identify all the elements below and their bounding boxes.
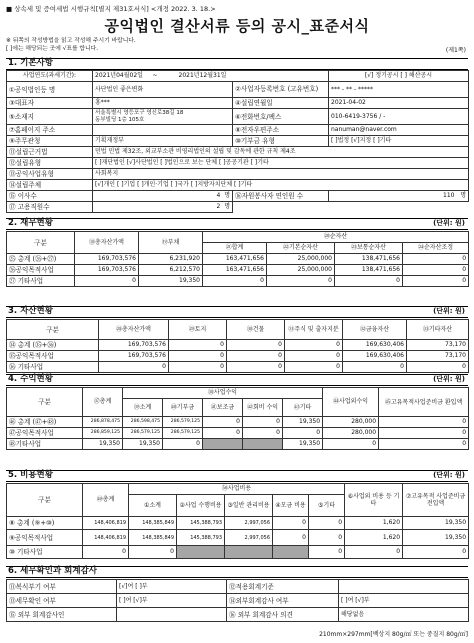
note-line: [ ]에는 해당되는 곳에 √표를 합니다. <box>6 46 99 52</box>
col-header: ④모금 비용 <box>273 495 309 517</box>
founding-law-value[interactable]: 민법 민법 제32조, 외교부소관 비영리법인의 설립 및 감독에 관한 규칙 제4조 <box>93 147 469 158</box>
section-basic <box>6 58 468 70</box>
donation-type-checkbox[interactable]: [ ]법정 [√]지정 [ ]기타 <box>329 136 469 147</box>
finance-table <box>6 231 469 287</box>
field-label: ⑬세무확인 여부 <box>7 594 117 608</box>
table-row: ⑩ 기타사업 0 0 0 0 0 <box>7 546 469 559</box>
table-row: ⑧ 총계 (⑨+⑩) 148,406,819 148,385,849 145,388,793 2,997,056 0 0 1,620 19,350 <box>7 517 469 530</box>
section-title: 3. 자산현황 <box>8 306 53 316</box>
address-value[interactable]: 서울특별시 영등포구 영신로38길 18 동부빌딩 1층 105호 <box>93 109 233 125</box>
audit-opinion-value[interactable]: 해당없음 <box>339 608 469 622</box>
col-header: ⑦고유목적 사업준비금전입액 <box>403 484 469 517</box>
field-label: ③대표자 <box>7 98 93 109</box>
field-label: ⑦홈페이지 주소 <box>7 125 93 136</box>
basic-info-table <box>6 70 469 213</box>
accounting-standard-value[interactable] <box>339 580 469 594</box>
founding-date-value[interactable]: 2021-04-02 <box>329 98 469 109</box>
period-value: 2021년04월02일 ~ 2021년12월31일 <box>93 71 329 82</box>
col-header: ㉙토지 <box>169 320 227 340</box>
table-row: ㊼공익목적사업 286,859,125 286,579,125 286,579,125 0 0 0 280,000 0 <box>7 428 469 439</box>
col-header: 구분 <box>7 320 99 340</box>
authority-value[interactable]: 기획재정부 <box>93 136 233 147</box>
field-label: ⑮ 이사수 <box>7 191 93 202</box>
field-label: ⑪복식부기 여부 <box>7 580 117 594</box>
table-row: ㊱ 기타사업 0 0 0 0 0 0 <box>7 362 469 373</box>
filing-type-checkbox[interactable]: [√] 정기공시 [ ] 해산공시 <box>329 71 469 82</box>
unit-label: (단위: 원) <box>433 471 465 479</box>
col-header: ㊷회비 수익 <box>243 399 283 417</box>
col-header: ⑤기타 <box>309 495 345 517</box>
field-label: ⑭외부회계감사 여부 <box>227 594 339 608</box>
col-header: ㊾총계 <box>83 484 129 517</box>
section-title: 4. 수익현황 <box>8 374 53 384</box>
field-label: ⑩기부금 유형 <box>233 136 329 147</box>
field-label: ⑥전화번호/팩스 <box>233 109 329 125</box>
col-header: ③일반 관리비용 <box>225 495 273 517</box>
section-title: 1. 기본사항 <box>8 58 53 68</box>
field-label: ①공익법인등 명 <box>7 82 93 98</box>
page-number: (제1쪽) <box>445 47 466 54</box>
section-audit <box>6 566 468 578</box>
field-label: ②사업자등록번호 (고유번호) <box>233 82 329 98</box>
section-title: 2. 재무현황 <box>8 218 53 228</box>
col-header: ㉔순자산조정 <box>403 243 469 254</box>
disabled-cell <box>177 546 225 559</box>
col-header: ⑥사업외 비용 등 기타 <box>345 484 403 517</box>
col-header: 구분 <box>7 484 83 517</box>
col-header: ㊹사업외수익 <box>323 388 379 417</box>
section-title: 5. 비용현황 <box>8 470 53 480</box>
field-label: ⑬공익사업유형 <box>7 169 93 180</box>
col-header: ②사업 수행비용 <box>177 495 225 517</box>
col-header: ㉜금융자산 <box>343 320 407 340</box>
tax-check-checkbox[interactable]: [ ]여 [√]부 <box>117 594 227 608</box>
public-biz-type-value[interactable]: 사회복지 <box>93 169 469 180</box>
founder-checkbox[interactable]: [√]개인 [ ]기업 [ ]개인·기업 [ ]국가 [ ]지방자치단체 [ ]기타 <box>93 180 469 191</box>
col-header: ㉒기본순자산 <box>267 243 335 254</box>
disabled-cell <box>203 439 243 450</box>
period-label: 사업연도(과세기간): <box>7 71 93 82</box>
col-header: ㊳사업수익 <box>123 388 323 399</box>
field-label: ⑪설립근거법 <box>7 147 93 158</box>
instruction-notes <box>6 37 136 53</box>
col-header: ㊲총계 <box>83 388 123 417</box>
audit-table <box>6 579 469 622</box>
table-row: ㉞ 총계 (㉟+㊱) 169,703,576 0 0 0 169,630,406 73,170 <box>7 340 469 351</box>
field-label: ⑫설립유형 <box>7 158 93 169</box>
disabled-cell <box>243 439 283 450</box>
col-header: ㊴소계 <box>123 399 163 417</box>
field-label: ⑫적용회계기준 <box>227 580 339 594</box>
table-row: ㊽기타사업 19,350 19,350 0 19,350 0 0 <box>7 439 469 450</box>
table-row: ㉗ 기타사업 0 19,350 0 0 0 0 <box>7 276 469 287</box>
section-finance <box>6 218 468 230</box>
homepage-value[interactable] <box>93 125 233 136</box>
unit-label: (단위: 원) <box>433 307 465 315</box>
col-header: ⑲부채 <box>139 232 203 254</box>
col-header: ㉓보통순자산 <box>335 243 403 254</box>
employees-value[interactable]: 2 명 <box>93 202 233 213</box>
disabled-cell <box>225 546 273 559</box>
org-name-value[interactable]: 사단법인 좋은변화 <box>93 82 233 98</box>
col-header: ㊵기부금 <box>163 399 203 417</box>
representative-value[interactable]: 홍*** <box>93 98 233 109</box>
section-title: 6. 세무확인과 회계감사 <box>8 566 97 576</box>
col-header: ㊸기타 <box>283 399 323 417</box>
field-label: ⑭설립주체 <box>7 180 93 191</box>
email-value[interactable]: nanuman@naver.com <box>329 125 469 136</box>
directors-value[interactable]: 4 명 <box>93 191 233 202</box>
external-audit-checkbox[interactable]: [ ]여 [√]부 <box>339 594 469 608</box>
table-row: ㊻ 총계 (㊼+㊽) 286,878,475 286,598,475 286,579,125 0 0 19,350 280,000 0 <box>7 417 469 428</box>
section-expense <box>6 470 468 482</box>
col-header: 구분 <box>7 232 75 254</box>
auditor-value[interactable] <box>117 608 227 622</box>
col-header: ㉘총자산가액 <box>99 320 169 340</box>
expense-table <box>6 483 469 559</box>
law-reference: ■ 상속세 및 증여세법 시행규칙[별지 제31호서식] <개정 2022. 3. 18.> <box>6 5 216 13</box>
founding-type-checkbox[interactable]: [ ]재단법인 [√]사단법인 [ ]법인으로 보는 단체 [ ]공공기관 [ ]기타 <box>93 158 469 169</box>
disabled-cell <box>273 546 309 559</box>
field-label: ⑧전자우편주소 <box>233 125 329 136</box>
col-header: ㊿사업비용 <box>129 484 345 495</box>
biz-number-value[interactable]: *** - ** - ***** <box>329 82 469 98</box>
table-row: ㉖공익목적사업 169,703,576 6,212,570 163,471,656 25,000,000 138,471,656 0 <box>7 265 469 276</box>
unit-label: (단위: 원) <box>433 375 465 383</box>
unit-label: (단위: 원) <box>433 219 465 227</box>
col-header: ⑳순자산 <box>203 232 469 243</box>
col-header: ㉝기타자산 <box>407 320 469 340</box>
table-row: ㉟공익목적사업 169,703,576 0 0 0 169,630,406 73,170 <box>7 351 469 362</box>
col-header: ㉚건물 <box>227 320 285 340</box>
field-label: ⑤소재지 <box>7 109 93 125</box>
field-label: ⑰ 고용직원수 <box>7 202 93 213</box>
table-row: ㉕ 총계 (㉖+㉗) 169,703,576 6,231,920 163,471,656 25,000,000 138,471,656 0 <box>7 254 469 265</box>
col-header: ㉛주식 및 출자지분 <box>285 320 343 340</box>
form-title: 공익법인 결산서류 등의 공시_표준서식 <box>104 17 370 35</box>
double-entry-checkbox[interactable]: [√]여 [ ]부 <box>117 580 227 594</box>
col-header: ㊶보조금 <box>203 399 243 417</box>
field-label: ⑯자원봉사자 연인원 수 <box>233 191 329 202</box>
col-header: ①소계 <box>129 495 177 517</box>
income-table <box>6 387 469 450</box>
field-label: ⑯ 외부 회계감사 의견 <box>227 608 339 622</box>
col-header: ⑱총자산가액 <box>75 232 139 254</box>
table-row: ⑨공익목적사업 148,406,819 148,385,849 145,388,793 2,997,056 0 0 1,620 19,350 <box>7 530 469 546</box>
volunteers-value[interactable]: 110 명 <box>329 191 469 202</box>
assets-table <box>6 319 469 373</box>
field-label: ⑮ 외부 회계감사인 <box>7 608 117 622</box>
col-header: ㉑합계 <box>203 243 267 254</box>
phone-value[interactable]: 010-6419-3756 / - <box>329 109 469 125</box>
section-assets <box>6 306 468 318</box>
note-line: ※ 뒤쪽의 작성방법을 읽고 작성해 주시기 바랍니다. <box>6 38 136 44</box>
field-label: ④설립연월일 <box>233 98 329 109</box>
paper-spec: 210mm×297mm[백상지 80g/㎡ 또는 중질지 80g/㎡] <box>319 631 468 638</box>
col-header: 구분 <box>7 388 83 417</box>
col-header: ㊺고유목적사업준비금 환입액 <box>379 388 469 417</box>
field-label: ⑨주무관청 <box>7 136 93 147</box>
section-income <box>6 374 468 386</box>
